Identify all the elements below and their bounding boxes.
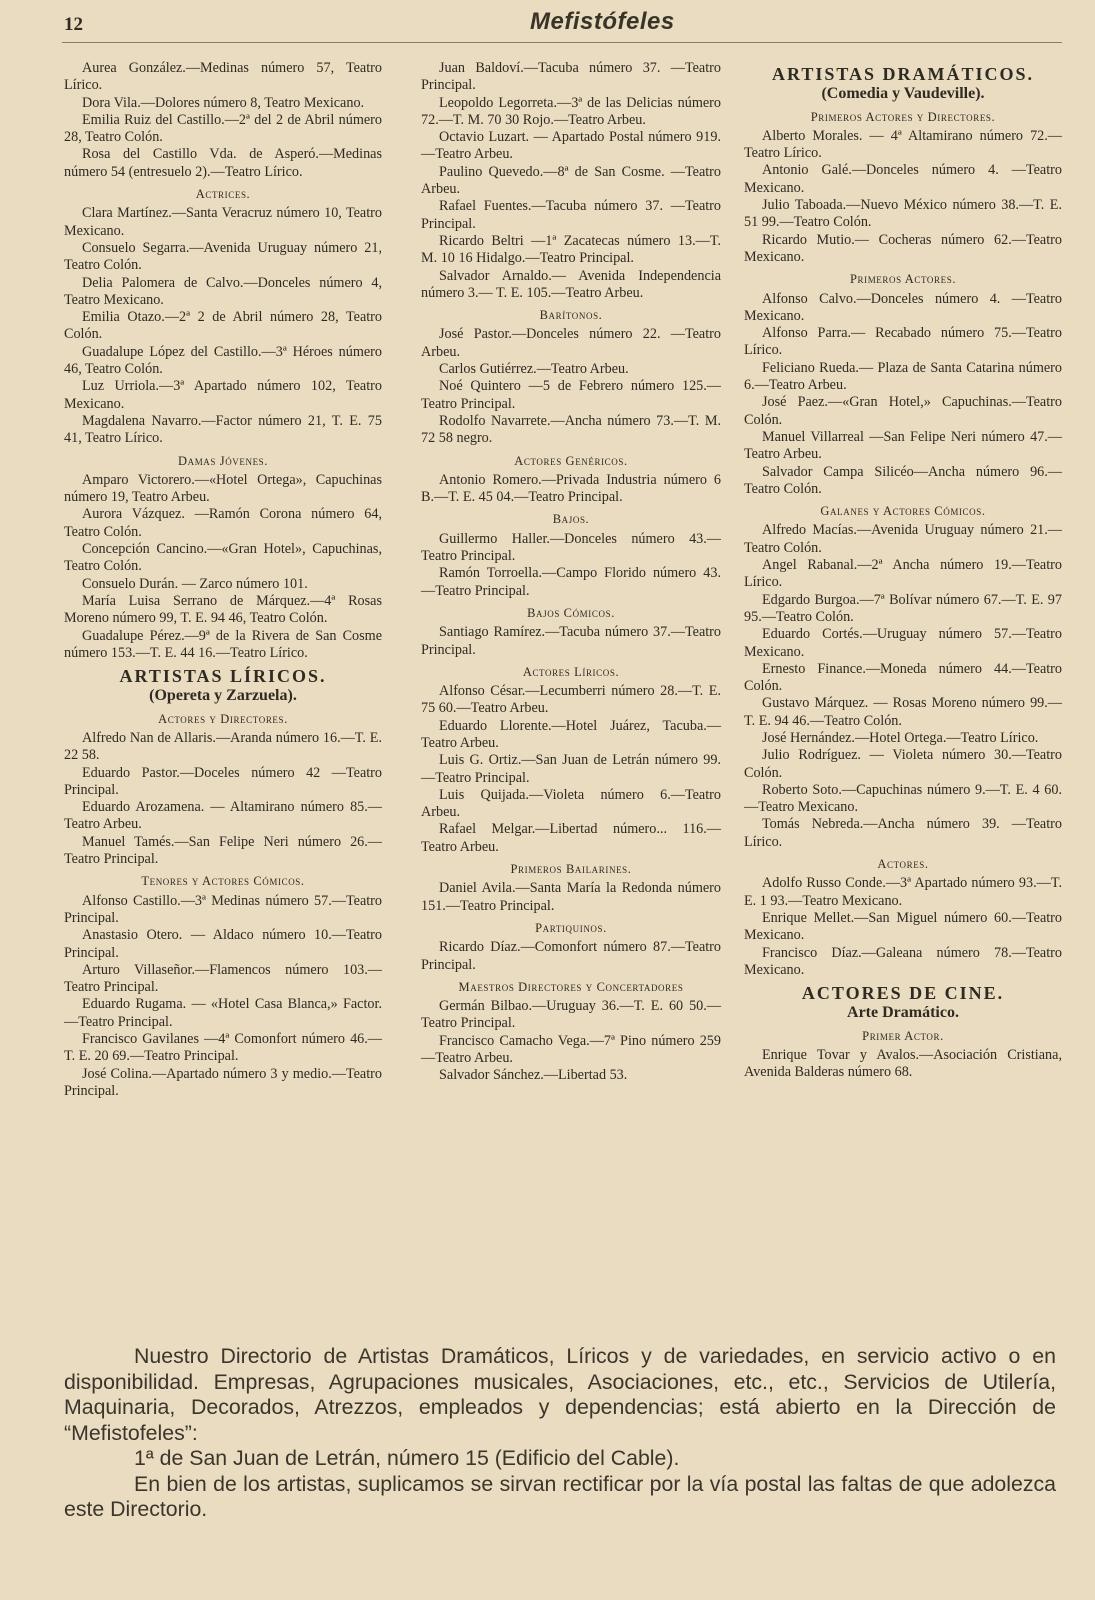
notice-address: 1ª de San Juan de Letrán, número 15 (Edificio del Cable). bbox=[134, 1446, 680, 1470]
directory-entry: Alfredo Macías.—Avenida Uruguay número 21.—Teatro Colón. bbox=[744, 522, 1062, 556]
directory-entry: Ramón Torroella.—Campo Florido número 43.—Teatro Principal. bbox=[421, 565, 721, 599]
directory-entry: Amparo Victorero.—«Hotel Ortega», Capuchinas número 19, Teatro Arbeu. bbox=[64, 471, 382, 506]
directory-entry: Guillermo Haller.—Donceles número 43.—Teatro Principal. bbox=[421, 530, 721, 565]
directory-notice bbox=[64, 1344, 1056, 1523]
directory-entry: Eduardo Cortés.—Uruguay número 57.—Teatro Mexicano. bbox=[744, 626, 1062, 660]
directory-entry: Magdalena Navarro.—Factor número 21, T. E. 75 41, Teatro Lírico. bbox=[64, 412, 382, 447]
directory-entry: Eduardo Rugama. — «Hotel Casa Blanca,» Factor.—Teatro Principal. bbox=[64, 996, 382, 1030]
directory-entry: Noé Quintero —5 de Febrero número 125.—Teatro Principal. bbox=[421, 378, 721, 412]
directory-entry: Alfonso Parra.— Recabado número 75.—Teatro Lírico. bbox=[744, 325, 1062, 359]
directory-entry: Aurea González.—Medinas número 57, Teatro Lírico. bbox=[64, 60, 382, 94]
directory-entry: Gustavo Márquez. — Rosas Moreno número 99.—T. E. 94 46.—Teatro Colón. bbox=[744, 695, 1062, 729]
directory-entry: Ricardo Beltri —1ª Zacatecas número 13.—T. M. 10 16 Hidalgo.—Teatro Principal. bbox=[421, 232, 721, 267]
section-heading: ARTISTAS DRAMÁTICOS. bbox=[771, 64, 1035, 84]
directory-entry: Feliciano Rueda.— Plaza de Santa Catarina número 6.—Teatro Arbeu. bbox=[744, 359, 1062, 394]
directory-entry: Luis Quijada.—Violeta número 6.—Teatro Arbeu. bbox=[421, 786, 721, 821]
directory-entry: Julio Rodríguez. — Violeta número 30.—Teatro Colón. bbox=[744, 747, 1062, 781]
directory-entry: Emilia Otazo.—2ª 2 de Abril número 28, Teatro Colón. bbox=[64, 309, 382, 343]
column-3 bbox=[744, 60, 1062, 1082]
section-heading: Bajos Cómicos. bbox=[527, 605, 615, 620]
section-heading: ACTORES DE CINE. bbox=[801, 983, 1005, 1004]
column-1 bbox=[64, 60, 382, 1100]
directory-entry: Arturo Villaseñor.—Flamencos número 103.—Teatro Principal. bbox=[64, 961, 382, 996]
directory-entry: Francisco Camacho Vega.—7ª Pino número 259 —Teatro Arbeu. bbox=[421, 1032, 721, 1067]
masthead-title: Mefistófeles bbox=[530, 8, 675, 35]
directory-entry: Guadalupe López del Castillo.—3ª Héroes número 46, Teatro Colón. bbox=[64, 343, 382, 378]
section-heading: Actores y Directores. bbox=[158, 711, 288, 726]
directory-entry: Ricardo Díaz.—Comonfort número 87.—Teatro Principal. bbox=[421, 939, 721, 973]
directory-entry: Salvador Arnaldo.— Avenida Independencia número 3.— T. E. 105.—Teatro Arbeu. bbox=[421, 267, 721, 301]
directory-entry: José Paez.—«Gran Hotel,» Capuchinas.—Teatro Colón. bbox=[744, 394, 1062, 428]
directory-entry: Luis G. Ortiz.—San Juan de Letrán número 99.—Teatro Principal. bbox=[421, 752, 721, 786]
directory-entry: José Hernández.—Hotel Ortega.—Teatro Lírico. bbox=[762, 729, 1039, 746]
directory-entry: Antonio Romero.—Privada Industria número 6 B.—T. E. 45 04.—Teatro Principal. bbox=[421, 471, 721, 506]
directory-entry: Consuelo Segarra.—Avenida Uruguay número 21, Teatro Colón. bbox=[64, 239, 382, 274]
directory-entry: Adolfo Russo Conde.—3ª Apartado número 93.—T. E. 1 93.—Teatro Mexicano. bbox=[744, 875, 1062, 909]
directory-entry: Antonio Galé.—Donceles número 4. —Teatro Mexicano. bbox=[744, 162, 1062, 196]
directory-entry: Concepción Cancino.—«Gran Hotel», Capuchinas, Teatro Colón. bbox=[64, 541, 382, 575]
section-heading: Actores. bbox=[877, 857, 929, 872]
directory-entry: Santiago Ramírez.—Tacuba número 37.—Teatro Principal. bbox=[421, 624, 721, 658]
column-2 bbox=[421, 60, 721, 1085]
directory-entry: Alfredo Nan de Allaris.—Aranda número 16.—T. E. 22 58. bbox=[64, 729, 382, 764]
directory-entry: Eduardo Llorente.—Hotel Juárez, Tacuba.—Teatro Arbeu. bbox=[421, 717, 721, 751]
directory-entry: Anastasio Otero. — Aldaco número 10.—Teatro Principal. bbox=[64, 927, 382, 961]
section-heading: Primeros Actores. bbox=[849, 272, 957, 287]
section-heading: Actores Genéricos. bbox=[514, 453, 628, 468]
section-heading: Actrices. bbox=[195, 187, 251, 202]
section-heading: Primeros Bailarines. bbox=[510, 862, 632, 877]
directory-entry: Aurora Vázquez. —Ramón Corona número 64, Teatro Colón. bbox=[64, 506, 382, 540]
directory-entry: Consuelo Durán. — Zarco número 101. bbox=[82, 575, 308, 592]
directory-entry: Juan Baldoví.—Tacuba número 37. —Teatro Principal. bbox=[421, 60, 721, 94]
directory-entry: Enrique Tovar y Avalos.—Asociación Cristiana, Avenida Balderas número 68. bbox=[744, 1047, 1062, 1081]
section-heading: (Opereta y Zarzuela). bbox=[149, 687, 297, 705]
directory-entry: Guadalupe Pérez.—9ª de la Rivera de San Cosme número 153.—T. E. 44 16.—Teatro Lírico. bbox=[64, 627, 382, 661]
directory-entry: Daniel Avila.—Santa María la Redonda número 151.—Teatro Principal. bbox=[421, 880, 721, 914]
directory-entry: Delia Palomera de Calvo.—Donceles número 4, Teatro Mexicano. bbox=[64, 274, 382, 308]
section-heading: ARTISTAS LÍRICOS. bbox=[119, 666, 327, 687]
section-heading: Maestros Directores y Concertadores bbox=[458, 979, 684, 994]
section-heading: Primeros Actores y Directores. bbox=[810, 109, 996, 124]
section-heading: Arte Dramático. bbox=[847, 1004, 959, 1022]
section-heading: (Comedia y Vaudeville). bbox=[821, 85, 985, 103]
directory-entry: Luz Urriola.—3ª Apartado número 102, Teatro Mexicano. bbox=[64, 378, 382, 412]
directory-entry: Leopoldo Legorreta.—3ª de las Delicias número 72.—T. M. 70 30 Rojo.—Teatro Arbeu. bbox=[421, 94, 721, 128]
directory-entry: Enrique Mellet.—San Miguel número 60.—Teatro Mexicano. bbox=[744, 909, 1062, 944]
section-heading: Tenores y Actores Cómicos. bbox=[141, 874, 305, 889]
header-rule bbox=[62, 42, 1062, 43]
directory-entry: Francisco Gavilanes —4ª Comonfort número 46.—T. E. 20 69.—Teatro Principal. bbox=[64, 1031, 382, 1065]
directory-entry: Salvador Campa Silicéo—Ancha número 96.—Teatro Colón. bbox=[744, 463, 1062, 497]
directory-entry: Manuel Villarreal —San Felipe Neri número 47.—Teatro Arbeu. bbox=[744, 428, 1062, 463]
directory-entry: Alfonso Calvo.—Donceles número 4. —Teatro Mexicano. bbox=[744, 290, 1062, 324]
directory-entry: Ernesto Finance.—Moneda número 44.—Teatro Colón. bbox=[744, 660, 1062, 695]
section-heading: Barítonos. bbox=[539, 308, 603, 323]
page-number: 12 bbox=[64, 14, 83, 35]
directory-entry: Germán Bilbao.—Uruguay 36.—T. E. 60 50.—Teatro Principal. bbox=[421, 998, 721, 1032]
directory-entry: Tomás Nebreda.—Ancha número 39. —Teatro Lírico. bbox=[744, 816, 1062, 850]
directory-entry: Ricardo Mutio.— Cocheras número 62.—Teatro Mexicano. bbox=[744, 231, 1062, 265]
directory-entry: Manuel Tamés.—San Felipe Neri número 26.—Teatro Principal. bbox=[64, 833, 382, 868]
notice-paragraph: Nuestro Directorio de Artistas Dramáticos, Líricos y de variedades, en servicio activo o en disponibilidad. Empresas, Agrupaciones musicales, Asociaciones, etc., etc., Servicios de Utilería, Maquinaria, Decorados, Atrezzos, empleados y dependencias; está abierto en la Dirección de “Mefistofeles”: bbox=[64, 1344, 1056, 1445]
directory-entry: Clara Martínez.—Santa Veracruz número 10, Teatro Mexicano. bbox=[64, 205, 382, 239]
directory-entry: Rosa del Castillo Vda. de Asperó.—Medinas número 54 (entresuelo 2).—Teatro Lírico. bbox=[64, 146, 382, 180]
section-heading: Galanes y Actores Cómicos. bbox=[820, 504, 986, 519]
notice-paragraph-2: En bien de los artistas, suplicamos se sirvan rectificar por la vía postal las faltas de que adolezca este Directorio. bbox=[64, 1471, 1056, 1521]
directory-entry: Roberto Soto.—Capuchinas número 9.—T. E. 4 60.—Teatro Mexicano. bbox=[744, 781, 1062, 816]
directory-entry: Salvador Sánchez.—Libertad 53. bbox=[439, 1067, 628, 1084]
directory-entry: Alfonso César.—Lecumberri número 28.—T. E. 75 60.—Teatro Arbeu. bbox=[421, 683, 721, 717]
directory-entry: Julio Taboada.—Nuevo México número 38.—T. E. 51 99.—Teatro Colón. bbox=[744, 197, 1062, 231]
section-heading: Primer Actor. bbox=[862, 1028, 944, 1043]
section-heading: Damas Jóvenes. bbox=[177, 453, 269, 468]
directory-entry: José Colina.—Apartado número 3 y medio.—Teatro Principal. bbox=[64, 1065, 382, 1099]
section-heading: Partiquinos. bbox=[535, 920, 607, 935]
directory-entry: Octavio Luzart. — Apartado Postal número 919.—Teatro Arbeu. bbox=[421, 129, 721, 163]
directory-entry: José Pastor.—Donceles número 22. —Teatro Arbeu. bbox=[421, 326, 721, 360]
directory-entry: Emilia Ruiz del Castillo.—2ª del 2 de Abril número 28, Teatro Colón. bbox=[64, 111, 382, 146]
directory-entry: Rafael Melgar.—Libertad número... 116.—Teatro Arbeu. bbox=[421, 821, 721, 855]
directory-entry: Alberto Morales. — 4ª Altamirano número 72.—Teatro Lírico. bbox=[744, 127, 1062, 162]
section-heading: Actores Líricos. bbox=[522, 664, 620, 679]
directory-entry: Edgardo Burgoa.—7ª Bolívar número 67.—T. E. 97 95.—Teatro Colón. bbox=[744, 591, 1062, 625]
directory-entry: María Luisa Serrano de Márquez.—4ª Rosas Moreno número 99, T. E. 94 46, Teatro Colón. bbox=[64, 592, 382, 627]
directory-entry: Eduardo Arozamena. — Altamirano número 85.—Teatro Arbeu. bbox=[64, 799, 382, 833]
directory-entry: Dora Vila.—Dolores número 8, Teatro Mexicano. bbox=[82, 94, 365, 111]
directory-entry: Eduardo Pastor.—Doceles número 42 —Teatro Principal. bbox=[64, 764, 382, 798]
directory-entry: Alfonso Castillo.—3ª Medinas número 57.—Teatro Principal. bbox=[64, 892, 382, 926]
section-heading: Bajos. bbox=[552, 512, 590, 527]
directory-entry: Rodolfo Navarrete.—Ancha número 73.—T. M. 72 58 negro. bbox=[421, 412, 721, 447]
directory-entry: Carlos Gutiérrez.—Teatro Arbeu. bbox=[439, 361, 629, 378]
directory-entry: Angel Rabanal.—2ª Ancha número 19.—Teatro Lírico. bbox=[744, 557, 1062, 591]
directory-entry: Rafael Fuentes.—Tacuba número 37. —Teatro Principal. bbox=[421, 198, 721, 232]
directory-entry: Paulino Quevedo.—8ª de San Cosme. —Teatro Arbeu. bbox=[421, 163, 721, 198]
directory-entry: Francisco Díaz.—Galeana número 78.—Teatro Mexicano. bbox=[744, 944, 1062, 978]
